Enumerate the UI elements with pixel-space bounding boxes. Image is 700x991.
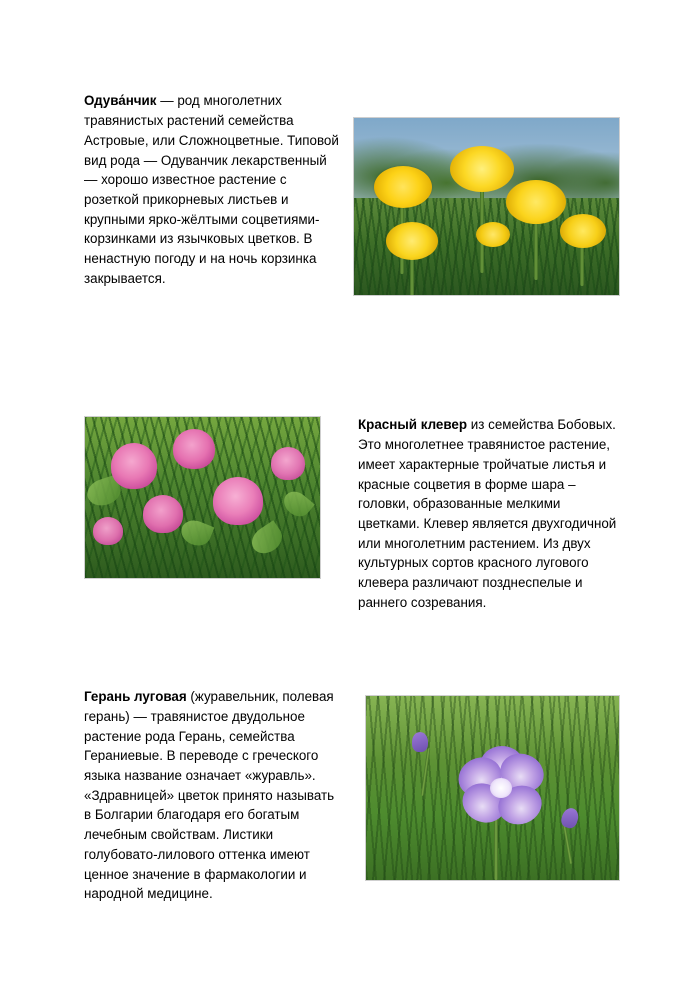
geranium-bloom bbox=[458, 754, 544, 824]
dandelion-bloom bbox=[450, 146, 514, 192]
dandelion-title: Одува́нчик bbox=[84, 93, 157, 109]
dandelion-photo bbox=[353, 117, 620, 296]
geranium-bud bbox=[412, 732, 428, 752]
section-spacer bbox=[84, 328, 620, 402]
clover-bloom bbox=[93, 517, 123, 545]
stem bbox=[580, 246, 584, 286]
geranium-title: Герань луговая bbox=[84, 689, 187, 705]
dandelion-body: — род многолетних травянистых растений семейства Астровые, или Сложноцветные. Типовой вид рода — Одуванчик лекарственный — хорошо известное растение с розеткой прикорневых листьев и крупными ярко-жёлтыми соцветиями-корзинками из язычковых цветков. В ненастную погоду и на ночь корзинка закрывается. bbox=[84, 93, 339, 286]
dandelion-bloom bbox=[476, 222, 510, 247]
clover-bloom bbox=[143, 495, 183, 533]
geranium-body: (журавельник, полевая герань) — травянистое двудольное растение рода Герань, семейства Гераниевые. В переводе с греческого языка название означает «журавль». «Здравницей» цветок принято называть в Болгарии благодаря его богатым лечебным свойствам. Листики голубовато-лилового оттенка имеют ценное значение в фармакологии и народной медицине. bbox=[84, 689, 335, 902]
dandelion-paragraph bbox=[84, 91, 340, 288]
flower-center bbox=[490, 778, 512, 798]
clover-bloom bbox=[173, 429, 215, 469]
clover-photo bbox=[84, 416, 321, 579]
dandelion-bloom bbox=[386, 222, 438, 260]
clover-bloom bbox=[271, 447, 305, 480]
geranium-paragraph bbox=[84, 687, 342, 904]
clover-paragraph bbox=[358, 415, 620, 612]
clover-title: Красный клевер bbox=[358, 417, 468, 433]
section-spacer bbox=[84, 626, 620, 674]
dandelion-bloom bbox=[374, 166, 432, 208]
clover-bloom bbox=[213, 477, 263, 525]
stem bbox=[534, 220, 538, 280]
stem bbox=[494, 816, 498, 880]
dandelion-bloom bbox=[506, 180, 566, 224]
article-geranium bbox=[84, 674, 620, 918]
dandelion-bloom bbox=[560, 214, 606, 248]
stem bbox=[410, 256, 414, 296]
article-clover bbox=[84, 402, 620, 626]
clover-body: из семейства Бобовых. Это многолетнее травянистое растение, имеет характерные тройчатые листья и красные соцветия в форме шара – головки, образованные мелкими цветками. Клевер является двухгодичной или многолетним растением. Из двух культурных сортов красного лугового клевера различают позднеспелые и раннего созревания. bbox=[358, 417, 617, 610]
geranium-photo bbox=[365, 695, 620, 881]
article-dandelion bbox=[84, 78, 620, 328]
clover-bloom bbox=[111, 443, 157, 489]
